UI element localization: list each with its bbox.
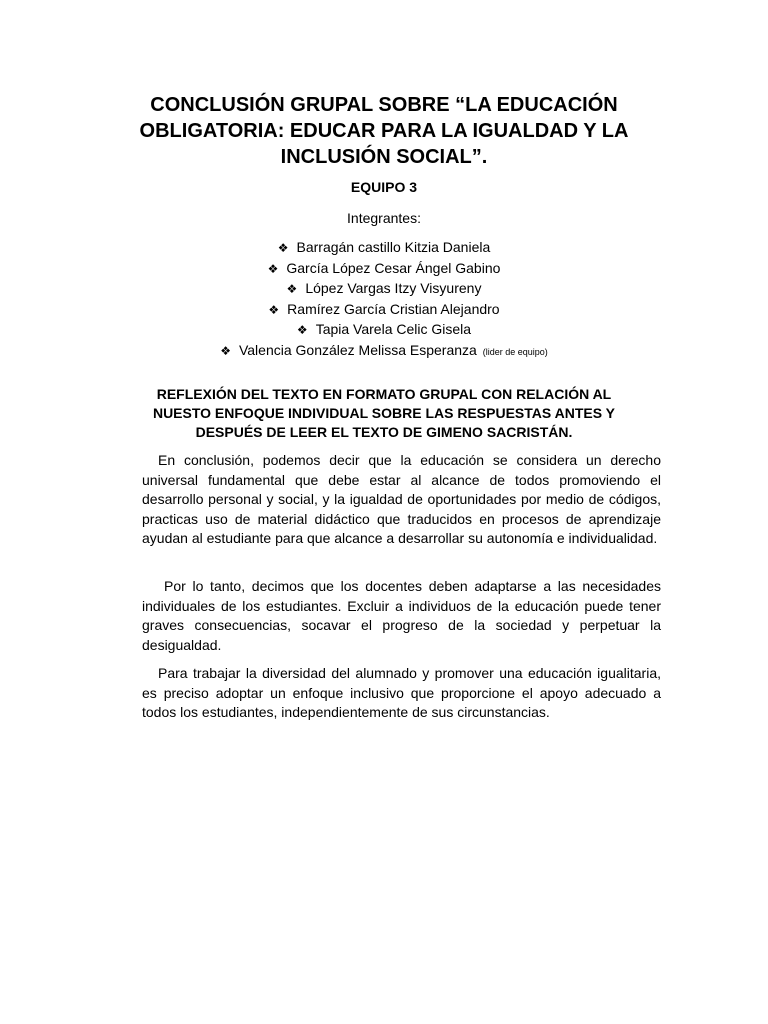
team-label: EQUIPO 3 xyxy=(350,179,418,195)
diamond-bullet-icon: ❖ xyxy=(286,282,298,296)
members-label: Integrantes: xyxy=(347,210,421,226)
member-name: García López Cesar Ángel Gabino xyxy=(286,259,501,276)
member-item xyxy=(0,300,768,321)
diamond-bullet-icon: ❖ xyxy=(296,323,308,337)
diamond-bullet-icon: ❖ xyxy=(268,302,280,317)
member-name: Valencia González Melissa Esperanza xyxy=(238,341,477,358)
member-name: Tapia Varela Celic Gisela xyxy=(315,321,472,337)
diamond-bullet-icon: ❖ xyxy=(220,343,231,358)
diamond-bullet-icon: ❖ xyxy=(267,261,279,276)
body-paragraph: Para trabajar la diversidad del alumnado y promover una educación igualitaria, es preciso adoptar un enfoque inclusivo que proporcione el apoyo adecuado a todos los estudiantes, independientemente de sus circunstancias. xyxy=(142,665,661,720)
leader-note: (lider de equipo) xyxy=(482,346,548,357)
member-item xyxy=(0,279,768,300)
diamond-bullet-icon: ❖ xyxy=(277,241,289,255)
member-item xyxy=(0,238,768,259)
body-paragraph: En conclusión, podemos decir que la educación se considera un derecho universal fundamental que debe estar al alcance de todos promoviendo el desarrollo personal y social, y la igualdad de oportunidades por medio de códigos, practicas uso de material didáctico que traducidos en procesos de aprendizaje ayudan al estudiante para que alcance a desarrollar su autonomía e individualidad. xyxy=(142,452,661,546)
document-title: CONCLUSIÓN GRUPAL SOBRE “LA EDUCACIÓN OBLIGATORIA: EDUCAR PARA LA IGUALDAD Y LA INCLUSIÓN SOCIAL”. xyxy=(139,94,629,168)
member-name: López Vargas Itzy Visyureny xyxy=(305,280,482,296)
body-paragraph: Por lo tanto, decimos que los docentes deben adaptarse a las necesidades individuales de los estudiantes. Excluir a individuos de la educación puede tener graves consecuencias, socavar el progreso de la sociedad y perpetuar la desigualdad. xyxy=(142,578,661,653)
members-list xyxy=(0,238,768,362)
section-heading: REFLEXIÓN DEL TEXTO EN FORMATO GRUPAL CON RELACIÓN AL NUESTO ENFOQUE INDIVIDUAL SOBRE LAS RESPUESTAS ANTES Y DESPUÉS DE LEER EL TEXTO DE GIMENO SACRISTÁN. xyxy=(152,386,616,440)
member-item xyxy=(0,320,768,341)
member-name: Ramírez García Cristian Alejandro xyxy=(287,300,500,317)
member-item xyxy=(0,341,768,363)
member-name: Barragán castillo Kitzia Daniela xyxy=(296,239,491,255)
member-item xyxy=(0,259,768,280)
